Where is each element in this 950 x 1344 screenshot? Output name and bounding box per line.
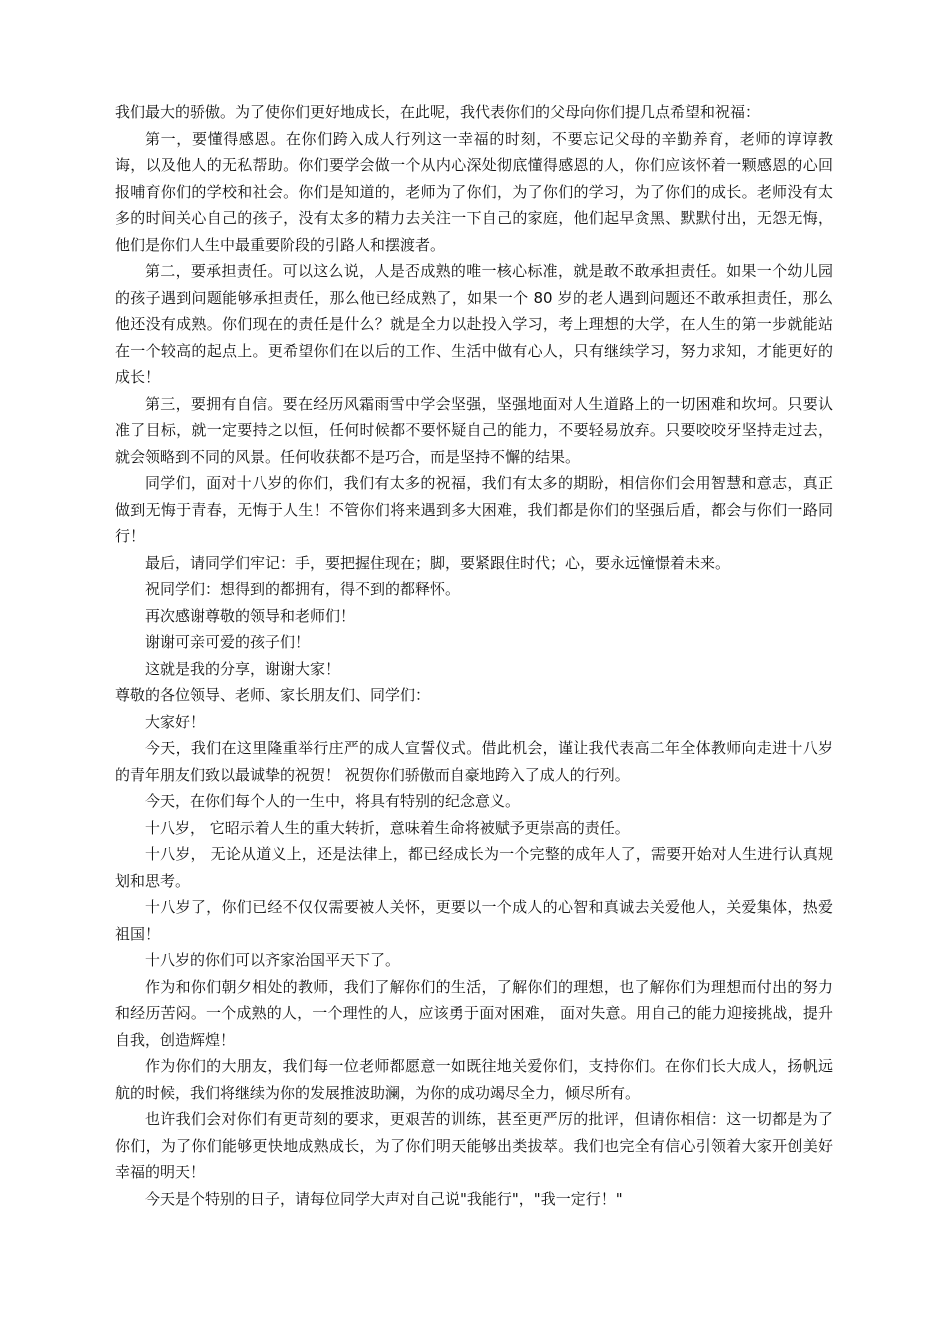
paragraph: 这就是我的分享，谢谢大家！ [145, 659, 341, 678]
paragraph: 同学们，面对十八岁的你们，我们有太多的祝福，我们有太多的期盼，相信你们会用智慧和意志，真正做到无悔于青春，无悔于人生！不管你们将来遇到多大困难，我们都是你们的坚强后盾，都会与你们一路同行！ [115, 474, 833, 545]
paragraph: 今天，我们在这里隆重举行庄严的成人宣誓仪式。借此机会，谨让我代表高二年全体教师向走进十八岁的青年朋友们致以最诚挚的祝贺！ 祝贺你们骄傲而自豪地跨入了成人的行列。 [115, 739, 833, 784]
paragraph: 再次感谢尊敬的领导和老师们！ [145, 606, 356, 625]
paragraph: 今天，在你们每个人的一生中，将具有特别的纪念意义。 [145, 792, 521, 810]
paragraph: 十八岁的你们可以齐家治国平天下了。 [145, 951, 401, 969]
paragraph: 尊敬的各位领导、老师、家长朋友们、同学们： [115, 686, 431, 704]
paragraph: 我们最大的骄傲。为了使你们更好地成长，在此呢，我代表你们的父母向你们提几点希望和祝福： [115, 103, 761, 121]
paragraph: 也许我们会对你们有更苛刻的要求，更艰苦的训练，甚至更严厉的批评，但请你相信：这一切都是为了你们，为了你们能够更快地成熟成长，为了你们明天能够出类拔萃。我们也完全有信心引领着大家开创美好幸福的明天！ [115, 1110, 833, 1181]
paragraph: 大家好！ [145, 712, 206, 731]
paragraph: 作为你们的大朋友，我们每一位老师都愿意一如既往地关爱你们，支持你们。在你们长大成人，扬帆远航的时候，我们将继续为你的发展推波助澜，为你的成功竭尽全力，倾尽所有。 [115, 1057, 833, 1102]
paragraph: 第二，要承担责任。可以这么说，人是否成熟的唯一核心标准，就是敢不敢承担责任。如果一个幼儿园的孩子遇到问题能够承担责任，那么他已经成熟了，如果一个 80 岁的老人遇到问题还不敢承担责任，那么他还没有成熟。你们现在的责任是什么？就是全力以赴投入学习，考上理想的大学，在人生的第一步就能站在一个较高的起点上。更希望你们在以后的工作、生活中做有心人，只有继续学习，努力求知，才能更好的成长！ [115, 262, 833, 386]
paragraph: 谢谢可亲可爱的孩子们！ [145, 633, 311, 651]
paragraph: 今天是个特别的日子，请每位同学大声对自己说"我能行"，"我一定行！" [145, 1189, 623, 1208]
paragraph: 作为和你们朝夕相处的教师，我们了解你们的生活，了解你们的理想，也了解你们为理想而付出的努力和经历苦闷。一个成熟的人，一个理性的人，应该勇于面对困难， 面对失意。用自己的能力迎接挑战，提升自我，创造辉煌！ [115, 977, 833, 1049]
document-page [115, 99, 833, 1212]
paragraph: 最后，请同学们牢记：手，要把握住现在；脚，要紧跟住时代；心，要永远憧憬着未来。 [145, 553, 731, 572]
paragraph: 十八岁， 它昭示着人生的重大转折，意味着生命将被赋予更崇高的责任。 [145, 818, 630, 837]
paragraph: 第三，要拥有自信。要在经历风霜雨雪中学会坚强，坚强地面对人生道路上的一切困难和坎坷。只要认准了目标，就一定要持之以恒，任何时候都不要怀疑自己的能力，不要轻易放弃。只要咬咬牙坚持走过去，就会领略到不同的风景。任何收获都不是巧合，而是坚持不懈的结果。 [115, 394, 833, 466]
paragraph: 十八岁了，你们已经不仅仅需要被人关怀，更要以一个成人的心智和真诚去关爱他人，关爱集体，热爱祖国！ [115, 898, 833, 943]
paragraph: 第一，要懂得感恩。在你们跨入成人行列这一幸福的时刻，不要忘记父母的辛勤养育，老师的谆谆教诲，以及他人的无私帮助。你们要学会做一个从内心深处彻底懂得感恩的人，你们应该怀着一颗感恩的心回报哺育你们的学校和社会。你们是知道的，老师为了你们，为了你们的学习，为了你们的成长。老师没有太多的时间关心自己的孩子，没有太多的精力去关注一下自己的家庭，他们起早贪黑、默默付出，无怨无悔，他们是你们人生中最重要阶段的引路人和摆渡者。 [115, 129, 833, 254]
paragraph: 十八岁， 无论从道义上，还是法律上，都已经成长为一个完整的成年人了，需要开始对人生进行认真规划和思考。 [115, 845, 833, 890]
paragraph: 祝同学们：想得到的都拥有，得不到的都释怀。 [145, 580, 461, 598]
